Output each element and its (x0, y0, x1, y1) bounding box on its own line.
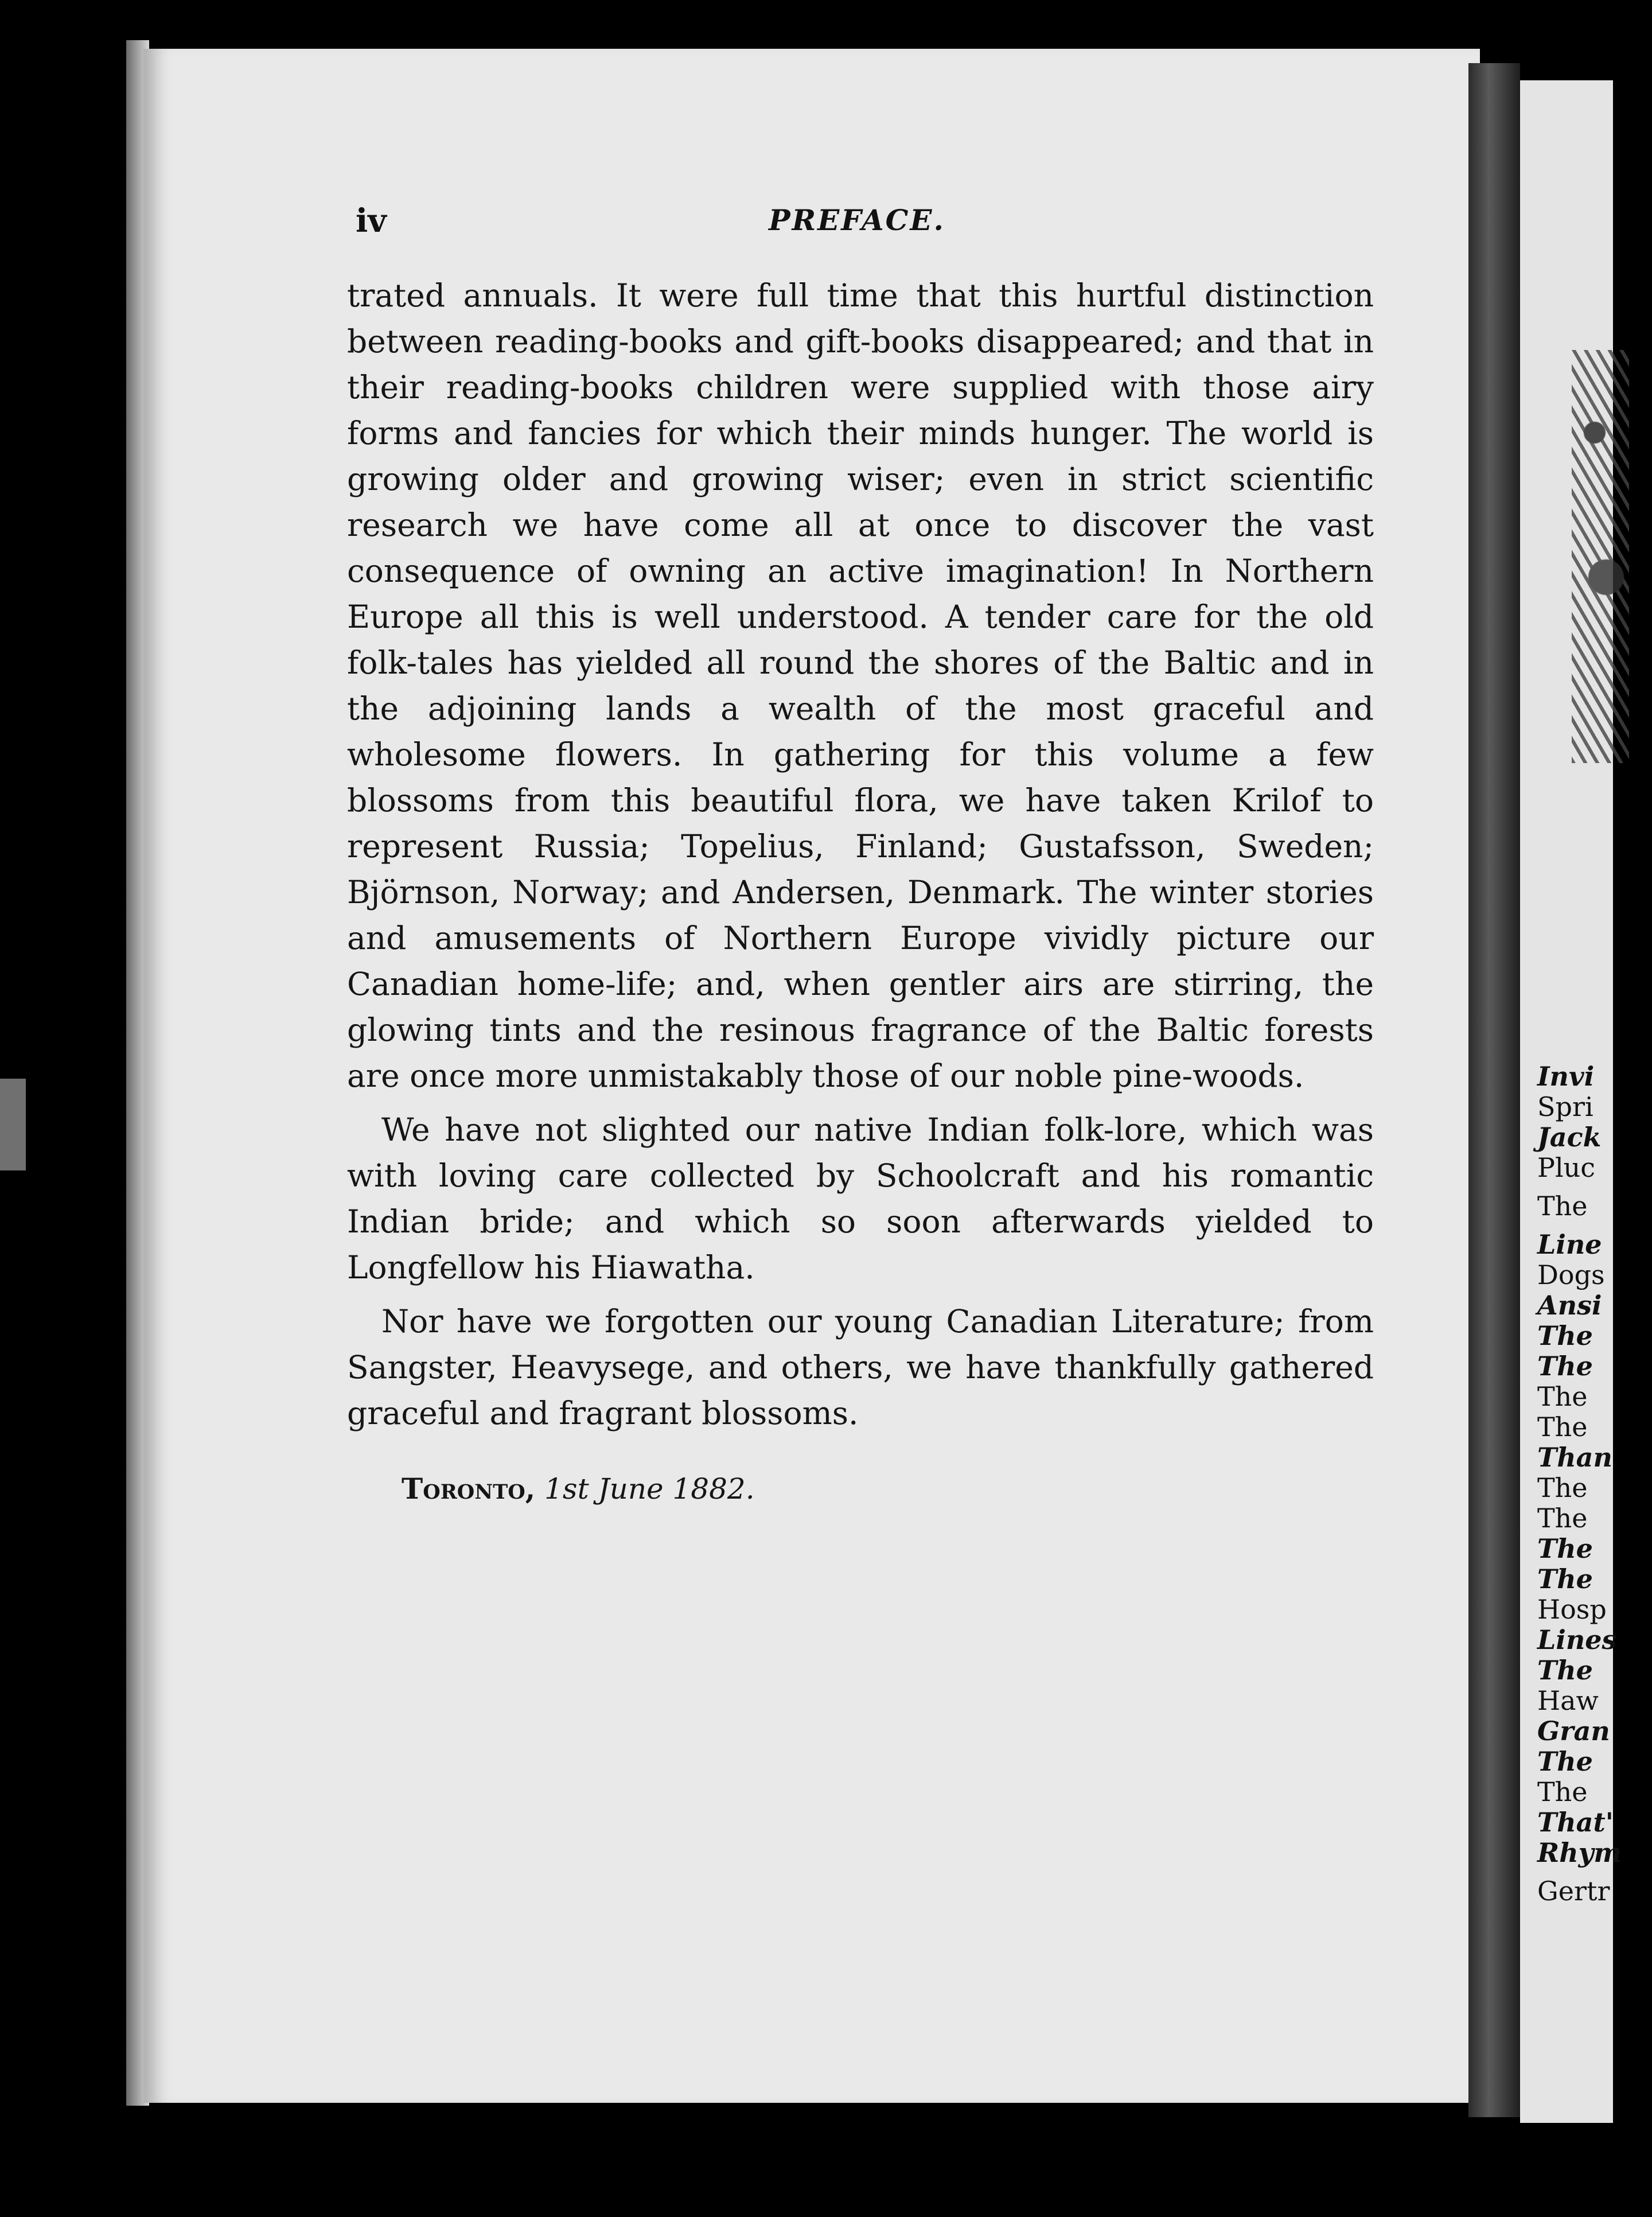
paragraph-2: We have not slighted our native Indian folk-lore, which was with loving care collected by Schoolcraft and his romantic Indian bride; and which so soon afterwards yielded to Longfellow his Hiawatha. (347, 1111, 1374, 1286)
page-edge-shadow (1468, 63, 1520, 2117)
adjacent-toc-line: The (1537, 1411, 1588, 1442)
adjacent-toc-line: Ansi (1537, 1290, 1602, 1321)
preface-text (347, 273, 1374, 1444)
adjacent-toc-line: Haw (1537, 1685, 1599, 1716)
adjacent-toc-line: The (1537, 1655, 1593, 1686)
adjacent-toc-line: Line (1537, 1229, 1602, 1260)
adjacent-toc-line: The (1537, 1191, 1588, 1222)
adjacent-toc-line: That' (1537, 1807, 1614, 1838)
adjacent-toc-line: Rhym (1537, 1837, 1622, 1868)
adjacent-toc-line: Gertr (1537, 1876, 1610, 1907)
adjacent-toc-line: The (1537, 1381, 1588, 1412)
scan-speck (0, 1079, 26, 1170)
adjacent-toc-line: Lines (1537, 1624, 1617, 1655)
paragraph-3: Nor have we forgotten our young Canadian Literature; from Sangster, Heavysege, and others, we have thankfully gathered graceful and fragrant blossoms. (347, 1303, 1374, 1432)
adjacent-toc-line: The (1537, 1533, 1593, 1564)
adjacent-toc-line: The (1537, 1320, 1593, 1351)
signoff (402, 1472, 755, 1506)
signoff-date: 1st June 1882. (544, 1472, 755, 1506)
adjacent-toc-line: Jack (1537, 1122, 1602, 1153)
adjacent-toc-line: Spri (1537, 1091, 1593, 1122)
adjacent-toc-line: The (1537, 1746, 1593, 1777)
page-number: iv (356, 202, 387, 240)
paragraph-1: trated annuals. It were full time that this hurtful distinction between reading-books and gift-books disappeared; and that in their reading-books children were supplied with those airy forms and fancies for which their minds hunger. The world is growing older and growing wiser; even in strict scientific research we have come all at once to discover the vast consequence of owning an active imagination! In Northern Europe all this is well understood. A tender care for the old folk-tales has yielded all round the shores of the Baltic and in the adjoining lands a wealth of the most graceful and wholesome flowers. In gathering for this volume a few blossoms from this beautiful flora, we have taken Krilof to represent Russia; Topelius, Finland; Gustafsson, Sweden; Björnson, Norway; and Andersen, Denmark. The winter stories and amusements of Northern Europe vividly picture our Canadian home-life; and, when gentler airs are stirring, the glowing tints and the resinous fragrance of the Baltic forests are once more unmistakably those of our noble pine-woods. (347, 277, 1374, 1094)
adjacent-toc-line: The (1537, 1776, 1588, 1807)
adjacent-page (1520, 80, 1622, 2123)
adjacent-toc-line: Gran (1537, 1716, 1610, 1747)
running-title: PREFACE. (769, 203, 945, 237)
adjacent-toc-line: The (1537, 1563, 1593, 1594)
adjacent-toc-line: The (1537, 1351, 1593, 1382)
signoff-place: Toronto, (402, 1472, 536, 1506)
adjacent-toc-line: Dogs (1537, 1259, 1605, 1290)
adjacent-toc-line: Pluc (1537, 1152, 1596, 1183)
adjacent-contents-fragment (1537, 1061, 1652, 1915)
adjacent-toc-line: The (1537, 1472, 1588, 1503)
adjacent-toc-line: Than (1537, 1442, 1612, 1473)
adjacent-illustration (1572, 350, 1629, 763)
adjacent-toc-line: Invi (1537, 1061, 1595, 1092)
adjacent-toc-line: The (1537, 1503, 1588, 1534)
adjacent-toc-line: Hosp (1537, 1594, 1607, 1625)
